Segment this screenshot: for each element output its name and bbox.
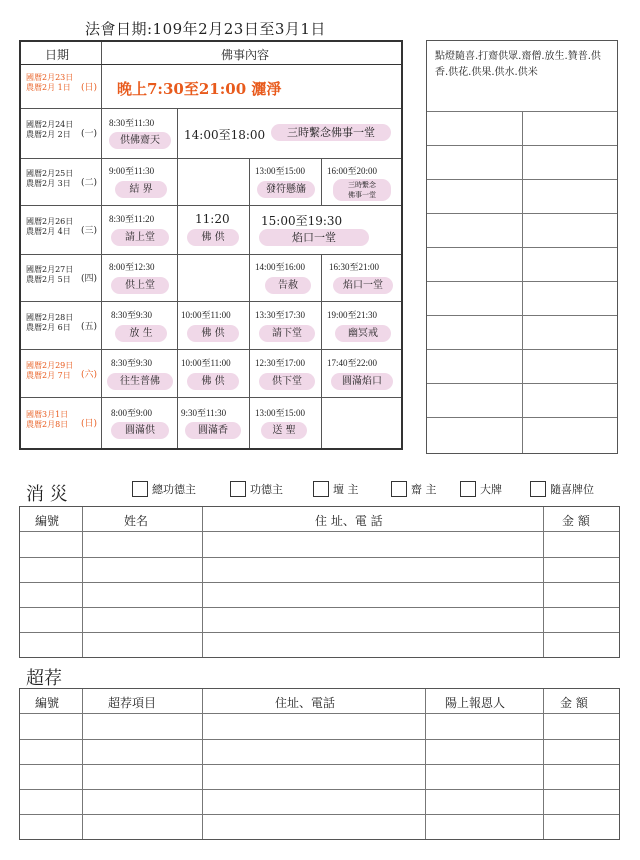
col-header: 住 址、電 話 (315, 514, 383, 528)
event-pill: 圓滿香 (185, 422, 241, 439)
col-header: 金 額 (562, 514, 590, 528)
event-pill: 焰口一堂 (333, 277, 393, 294)
col-header: 編號 (35, 514, 60, 528)
event-pill: 三時繫念佛事一堂 (271, 124, 391, 141)
weekday: (六) (81, 370, 98, 380)
time: 13:30至17:30 (255, 310, 306, 320)
weekday: (五) (81, 322, 98, 332)
time: 9:30至11:30 (181, 408, 227, 418)
xiaozai-table (19, 506, 620, 658)
event-pill: 請上堂 (111, 229, 169, 246)
time: 17:40至22:00 (327, 358, 378, 368)
day-label: 國曆2月26日 農曆2月 4日 (26, 217, 74, 236)
event-pill: 往生普佛 (107, 373, 173, 390)
event-pill: 圓滿供 (111, 422, 169, 439)
option-checkbox[interactable]: 大牌 (460, 481, 502, 497)
day-label: 國曆2月23日 農曆2月 1日 (26, 73, 74, 92)
event-pill: 送 聖 (261, 422, 307, 439)
day-label: 國曆2月28日 農曆2月 6日 (26, 313, 74, 332)
option-checkbox[interactable]: 功德主 (230, 481, 283, 497)
time: 12:30至17:00 (255, 358, 306, 368)
time: 16:00至20:00 (327, 166, 378, 176)
schedule-table (19, 40, 403, 450)
weekday: (三) (81, 226, 98, 236)
time: 8:00至9:00 (111, 408, 153, 418)
col-header: 陽上報恩人 (445, 696, 506, 710)
event-pill: 放 生 (115, 325, 167, 342)
time: 14:00至16:00 (255, 262, 306, 272)
event-pill: 佛 供 (187, 229, 239, 246)
event-pill: 供佛齋天 (109, 132, 171, 149)
weekday: (一) (81, 129, 98, 139)
weekday: (二) (81, 178, 98, 188)
chaojian-table (19, 688, 620, 840)
time: 13:00至15:00 (255, 408, 306, 418)
event-pill: 請下堂 (259, 325, 315, 342)
weekday: (四) (81, 274, 98, 284)
option-checkbox[interactable]: 總功德主 (132, 481, 196, 497)
time: 16:30至21:00 (329, 262, 380, 272)
day-label: 國曆2月29日 農曆2月 7日 (26, 361, 74, 380)
col-header: 超荐項目 (108, 696, 157, 710)
time: 8:30至11:30 (109, 118, 155, 128)
time: 14:00至18:00 (184, 128, 266, 142)
event-pill: 供下堂 (259, 373, 315, 390)
header-day: 日期 (45, 48, 70, 62)
event-pill: 結 界 (115, 181, 167, 198)
chaojian-title: 超荐 (26, 668, 62, 689)
event-pill: 焰口一堂 (259, 229, 369, 246)
event-pill: 佛 供 (187, 325, 239, 342)
option-checkbox[interactable]: 齋 主 (391, 481, 437, 497)
xiaozai-title: 消 災 (26, 484, 68, 505)
col-header: 姓名 (124, 514, 149, 528)
time: 10:00至11:00 (181, 310, 231, 320)
day-label: 國曆3月1日 農曆2月8日 (26, 410, 69, 429)
time: 11:20 (195, 212, 230, 226)
time: 13:00至15:00 (255, 166, 306, 176)
day-label: 國曆2月24日 農曆2月 2日 (26, 120, 74, 139)
sprinkling-event: 晚上7:30至21:00 灑淨 (117, 80, 282, 98)
event-pill: 佛 供 (187, 373, 239, 390)
col-header: 住址、電話 (275, 696, 336, 710)
page-title: 法會日期:109年2月23日至3月1日 (85, 20, 326, 38)
event-pill: 圓滿焰口 (331, 373, 393, 390)
event-pill: 供上堂 (111, 277, 169, 294)
day-label: 國曆2月27日 農曆2月 5日 (26, 265, 74, 284)
time: 10:00至11:00 (181, 358, 231, 368)
time: 8:00至12:30 (109, 262, 155, 272)
event-pill: 告赦 (265, 277, 311, 294)
col-header: 金 額 (560, 696, 588, 710)
time: 8:30至9:30 (111, 310, 153, 320)
option-checkbox[interactable]: 壇 主 (313, 481, 359, 497)
time: 15:00至19:30 (261, 214, 343, 228)
header-content: 佛事內容 (221, 48, 270, 62)
offering-text: 點燈隨喜.打齋供眾.齋僧.放生.贊普.供香.供花.供果.供水.供米 (435, 51, 601, 78)
day-label: 國曆2月25日 農曆2月 3日 (26, 169, 74, 188)
weekday: (日) (81, 83, 98, 93)
option-checkbox[interactable]: 隨喜牌位 (530, 481, 594, 497)
col-header: 編號 (35, 696, 60, 710)
weekday: (日) (81, 419, 98, 429)
offering-box (426, 40, 618, 454)
event-pill: 三時繫念 佛事一堂 (333, 179, 391, 201)
time: 19:00至21:30 (327, 310, 378, 320)
time: 8:30至11:20 (109, 214, 155, 224)
event-pill: 幽冥戒 (335, 325, 391, 342)
time: 9:00至11:30 (109, 166, 155, 176)
event-pill: 發符懸旛 (257, 181, 315, 198)
time: 8:30至9:30 (111, 358, 153, 368)
